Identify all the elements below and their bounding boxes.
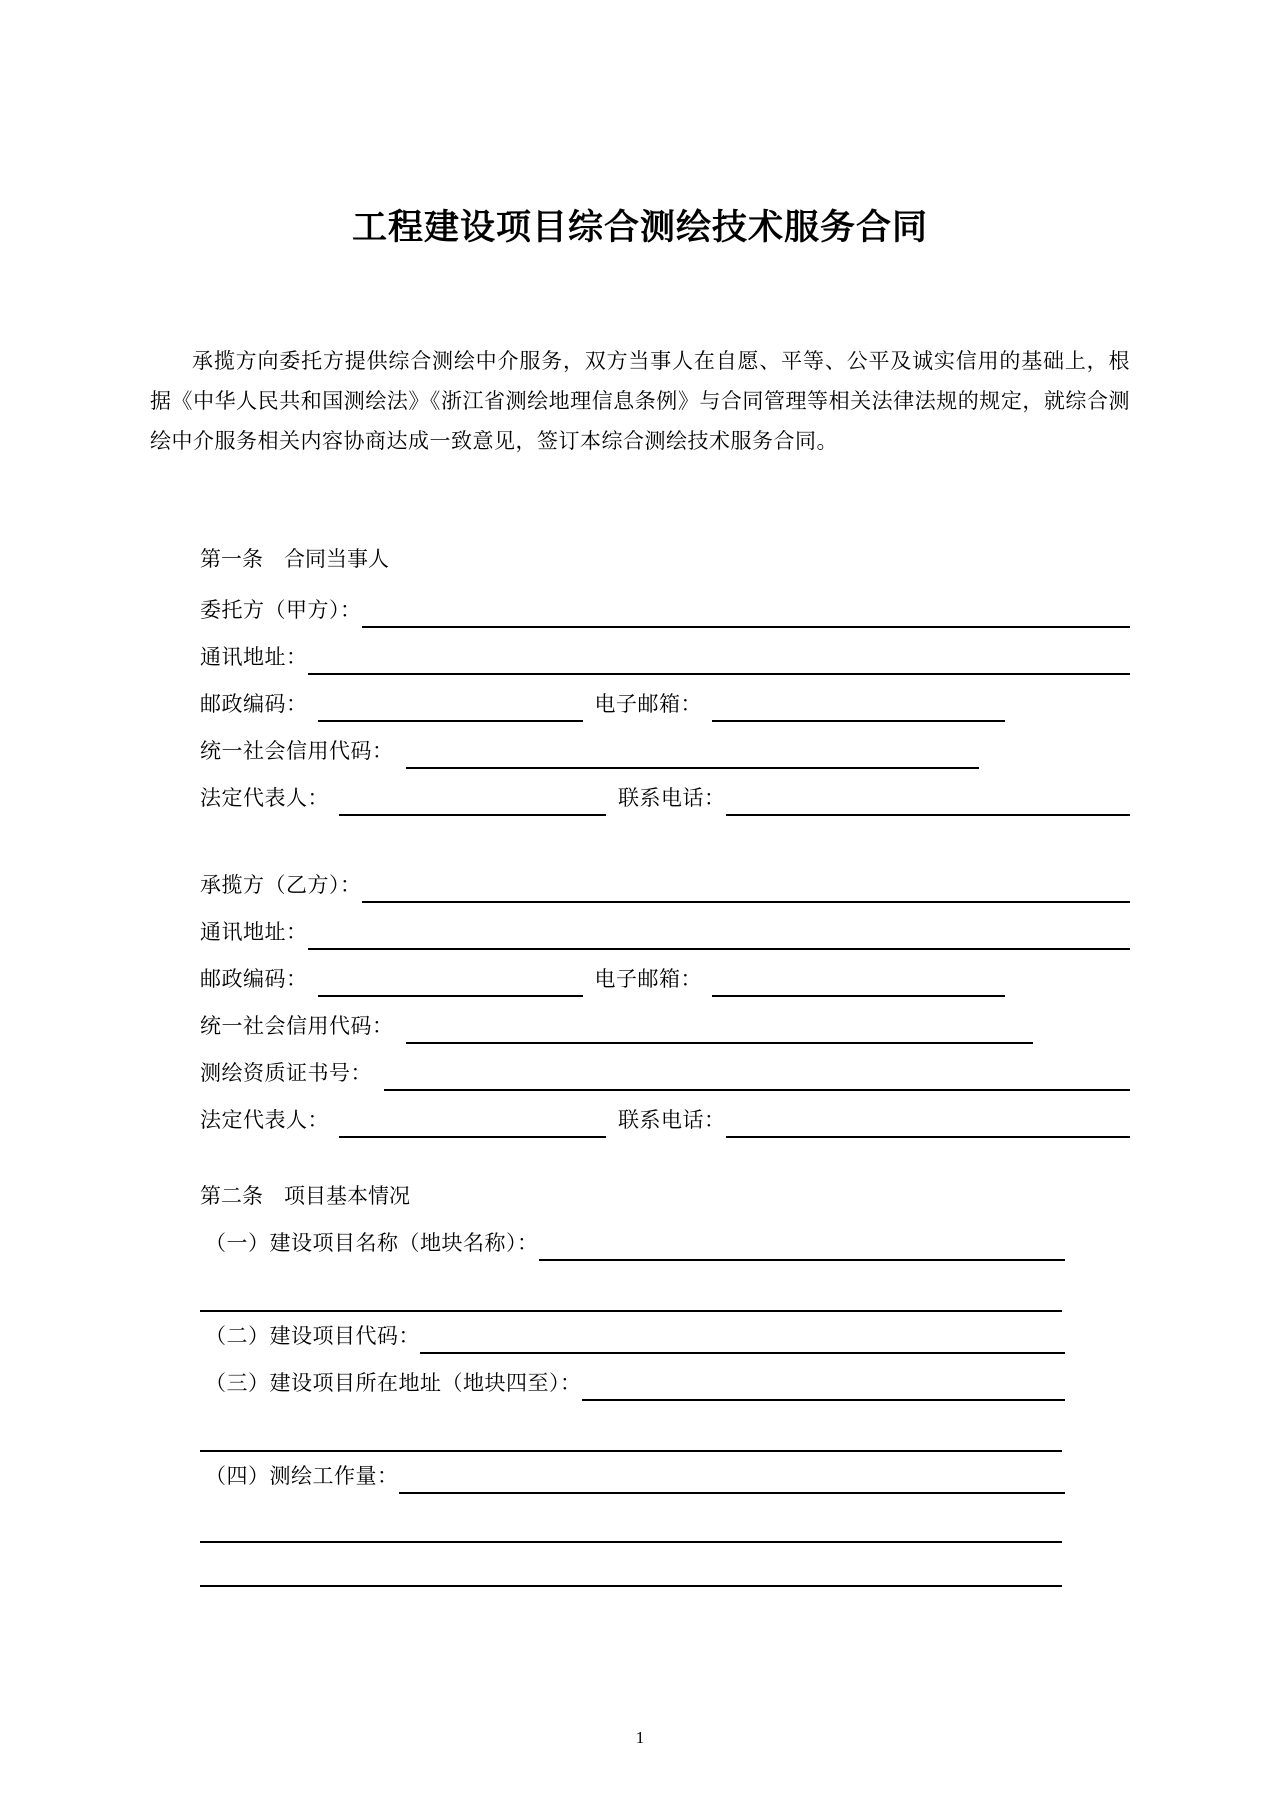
client-name-field[interactable]	[362, 598, 1131, 628]
form-row-contractor-representative	[150, 1096, 1130, 1143]
project-name-label: （一）建设项目名称（地块名称）：	[205, 1232, 539, 1255]
intro-paragraph: 承揽方向委托方提供综合测绘中介服务，双方当事人在自愿、平等、公平及诚实信用的基础上，根据《中华人民共和国测绘法》《浙江省测绘地理信息条例》与合同管理等相关法律法规的规定，就综合测绘中介服务相关内容协商达成一致意见，签订本综合测绘技术服务合同。	[150, 350, 1130, 453]
contractor-address-label: 通讯地址：	[200, 921, 308, 944]
contractor-phone-label: 联系电话：	[618, 1109, 726, 1132]
contractor-credit-code-label: 统一社会信用代码：	[200, 1015, 394, 1038]
article-1-heading: 第一条 合同当事人	[200, 548, 389, 571]
contractor-representative-field[interactable]	[339, 1108, 606, 1138]
party-b-block	[150, 861, 1130, 1143]
client-email-label: 电子邮箱：	[594, 693, 702, 716]
client-address-label: 通讯地址：	[200, 646, 308, 669]
contractor-address-field[interactable]	[308, 920, 1131, 950]
form-row-contractor-qualification	[150, 1049, 1130, 1096]
form-row-client-name	[150, 586, 1130, 633]
client-email-field[interactable]	[712, 692, 1005, 722]
survey-workload-label: （四）测绘工作量：	[205, 1465, 399, 1488]
form-row-contractor-credit-code	[150, 1002, 1130, 1049]
client-postcode-field[interactable]	[318, 692, 583, 722]
form-row-project-location	[150, 1359, 1065, 1406]
form-row-survey-workload	[150, 1452, 1065, 1499]
survey-workload-continuation-line-2[interactable]	[200, 1543, 1062, 1587]
form-row-client-postcode-email	[150, 680, 1130, 727]
client-address-field[interactable]	[308, 645, 1131, 675]
contractor-name-label: 承揽方（乙方）：	[200, 874, 362, 897]
project-name-continuation-line[interactable]	[200, 1266, 1062, 1312]
page-number: 1	[635, 1728, 645, 1747]
page-content	[150, 0, 1130, 1587]
contractor-email-field[interactable]	[712, 967, 1005, 997]
client-phone-label: 联系电话：	[618, 787, 726, 810]
contractor-qualification-label: 测绘资质证书号：	[200, 1062, 372, 1085]
project-name-field[interactable]	[539, 1231, 1066, 1261]
form-row-client-address	[150, 633, 1130, 680]
project-info-block	[150, 1219, 1130, 1587]
project-code-field[interactable]	[420, 1324, 1065, 1354]
party-a-block	[150, 586, 1130, 821]
form-row-project-code	[150, 1312, 1065, 1359]
survey-workload-field[interactable]	[399, 1464, 1066, 1494]
project-location-field[interactable]	[582, 1371, 1066, 1401]
project-location-label: （三）建设项目所在地址（地块四至）：	[205, 1372, 582, 1395]
contractor-email-label: 电子邮箱：	[594, 968, 702, 991]
page-title: 工程建设项目综合测绘技术服务合同	[351, 208, 928, 247]
contractor-phone-field[interactable]	[726, 1108, 1131, 1138]
form-row-contractor-name	[150, 861, 1130, 908]
form-row-contractor-postcode-email	[150, 955, 1130, 1002]
client-phone-field[interactable]	[726, 786, 1131, 816]
client-name-label: 委托方（甲方）：	[200, 599, 362, 622]
project-code-label: （二）建设项目代码：	[205, 1325, 420, 1348]
client-representative-field[interactable]	[339, 786, 606, 816]
client-credit-code-field[interactable]	[406, 739, 979, 769]
form-row-client-representative	[150, 774, 1130, 821]
form-row-project-name	[150, 1219, 1065, 1266]
client-credit-code-label: 统一社会信用代码：	[200, 740, 394, 763]
article-2-heading: 第二条 项目基本情况	[200, 1185, 410, 1208]
form-row-contractor-address	[150, 908, 1130, 955]
contractor-qualification-field[interactable]	[384, 1061, 1130, 1091]
contractor-postcode-field[interactable]	[318, 967, 583, 997]
project-location-continuation-line[interactable]	[200, 1406, 1062, 1452]
contractor-representative-label: 法定代表人：	[200, 1109, 329, 1132]
contractor-credit-code-field[interactable]	[406, 1014, 1033, 1044]
contractor-postcode-label: 邮政编码：	[200, 968, 308, 991]
client-representative-label: 法定代表人：	[200, 787, 329, 810]
contractor-name-field[interactable]	[362, 873, 1131, 903]
client-postcode-label: 邮政编码：	[200, 693, 308, 716]
survey-workload-continuation-line-1[interactable]	[200, 1499, 1062, 1543]
form-row-client-credit-code	[150, 727, 1130, 774]
